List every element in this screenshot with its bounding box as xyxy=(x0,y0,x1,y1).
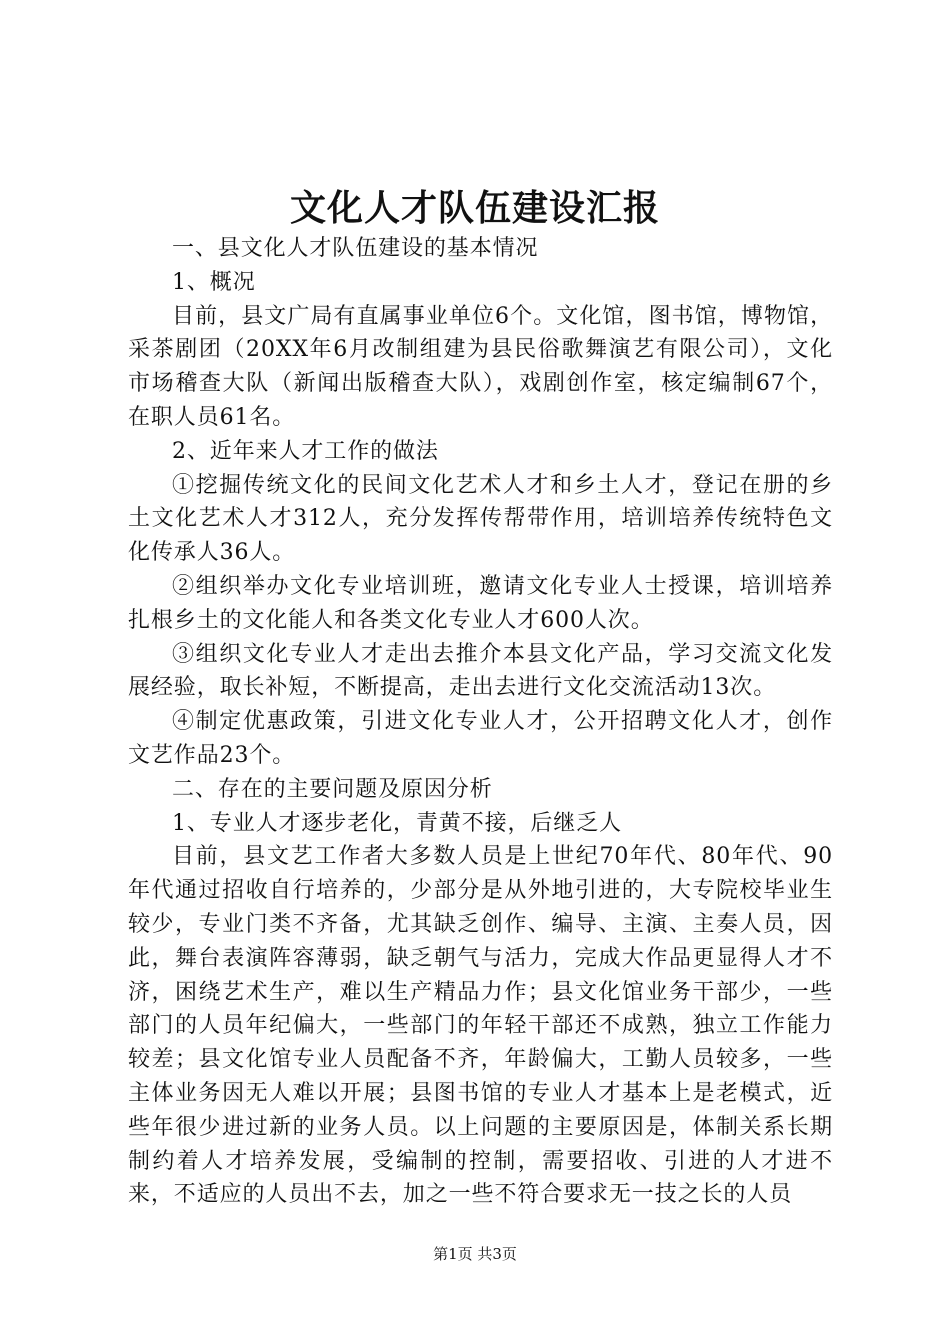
heading-section-1: 一、县文化人才队伍建设的基本情况 xyxy=(172,236,539,261)
paragraph-overview: 目前，县文广局有直属事业单位6个。文化馆，图书馆，博物馆，采茶剧团（20XX年6月改制组建为县民俗歌舞演艺有限公司），文化市场稽查大队（新闻出版稽查大队），戏剧创作室，核定编制67个，在职人员61名。 xyxy=(128,303,833,430)
paragraph-aging: 目前，县文艺工作者大多数人员是上世纪70年代、80年代、90年代通过招收自行培养的，少部分是从外地引进的，大专院校毕业生较少，专业门类不齐备，尤其缺乏创作、编导、主演、主奏人员，因此，舞台表演阵容薄弱，缺乏朝气与活力，完成大作品更显得人才不济，困绕艺术生产，难以生产精品力作；县文化馆业务干部少，一些部门的人员年纪偏大，一些部门的年轻干部还不成熟，独立工作能力较差；县文化馆专业人员配备不齐，年龄偏大，工勤人员较多，一些主体业务因无人难以开展；县图书馆的专业人才基本上是老模式，近些年很少进过新的业务人员。以上问题的主要原因是，体制关系长期制约着人才培养发展，受编制的控制，需要招收、引进的人才进不来，不适应的人员出不去，加之一些不符合要求无一技之长的人员 xyxy=(128,844,833,1208)
subheading-overview: 1、概况 xyxy=(172,269,256,295)
document-body xyxy=(128,232,833,1212)
paragraph-practice-2: ②组织举办文化专业培训班，邀请文化专业人士授课，培训培养扎根乡土的文化能人和各类文化专业人才600人次。 xyxy=(128,573,833,633)
heading-section-2: 二、存在的主要问题及原因分析 xyxy=(172,776,493,802)
document-title: 文化人才队伍建设汇报 xyxy=(289,187,660,229)
paragraph-practice-4: ④制定优惠政策，引进文化专业人才，公开招聘文化人才，创作文艺作品23个。 xyxy=(128,709,833,768)
paragraph-practice-3: ③组织文化专业人才走出去推介本县文化产品，学习交流文化发展经验，取长补短，不断提高，走出去进行文化交流活动13次。 xyxy=(128,641,833,701)
subheading-aging: 1、专业人才逐步老化，青黄不接，后继乏人 xyxy=(172,810,622,836)
page-footer: 第1页 共3页 xyxy=(433,1245,517,1263)
subheading-practices: 2、近年来人才工作的做法 xyxy=(172,438,439,464)
paragraph-practice-1: ①挖掘传统文化的民间文化艺术人才和乡土人才，登记在册的乡土文化艺术人才312人，充分发挥传帮带作用，培训培养传统特色文化传承人36人。 xyxy=(128,472,833,566)
